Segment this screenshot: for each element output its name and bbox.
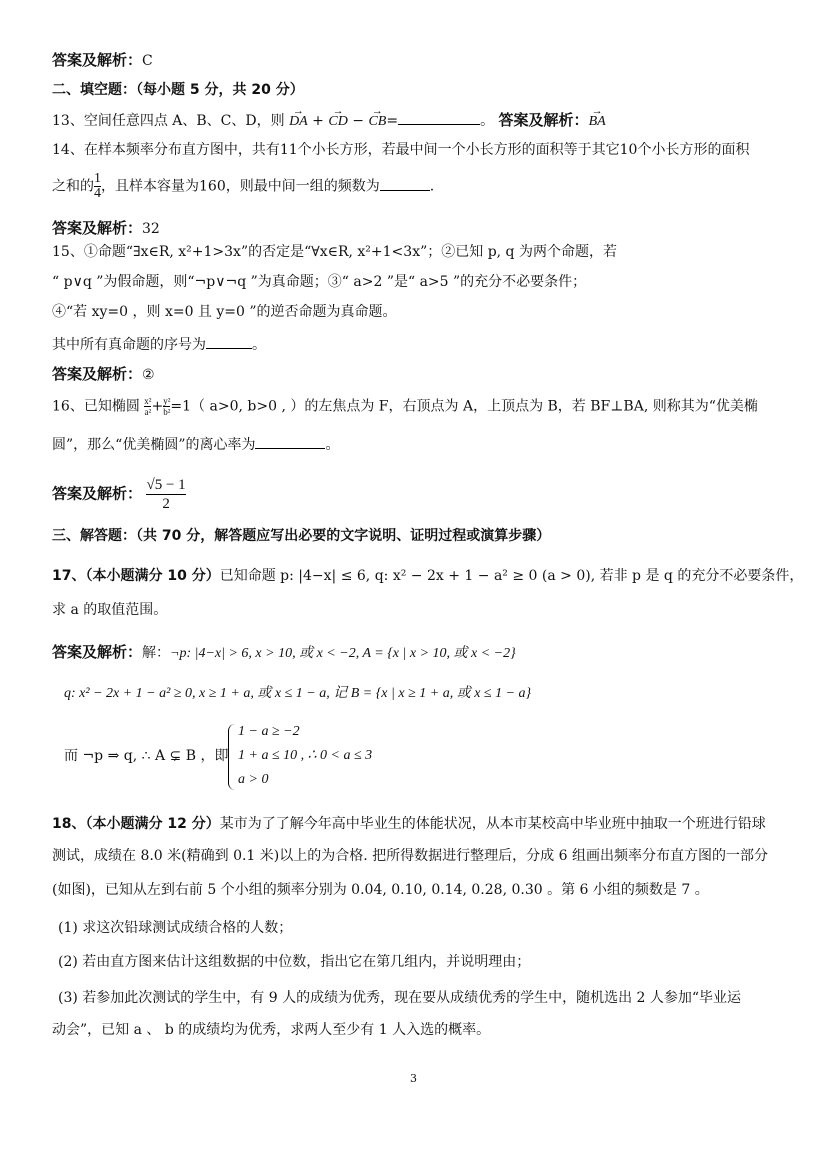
q18-sub1: (1) 求这次铅球测试成绩合格的人数； (58, 920, 293, 936)
q14-answer-line (52, 218, 160, 239)
q16-answer-line (52, 476, 186, 513)
q16-answer-num: √5 − 1 (146, 477, 186, 493)
q14-text-b: ，且样本容量为160，则最中间一组的频数为 (101, 178, 380, 195)
answer-label: 答案及解析： (52, 51, 143, 69)
q17-label: 17、（本小题满分 10 分） (52, 568, 220, 584)
answer-label: 答案及解析： (52, 219, 143, 237)
q17-sol-line1 (52, 642, 516, 664)
answer-label: 答案及解析： (52, 643, 143, 661)
q14-line2: 之和的 $\frac{1}{4}$ ，且样本容量为160，则最中间一组的频数为 . (52, 171, 435, 201)
q17-text: 已知命题 p: |4−x| ≤ 6, q: x² − 2x + 1 − a² ≥ 0 (a > 0), 若非 p 是 q 的充分不必要条件， (219, 568, 804, 584)
q18-line1 (52, 814, 766, 834)
q17-line1 (52, 566, 803, 586)
system-row3: a > 0 (238, 772, 269, 787)
q16-answer-den: 2 (162, 496, 170, 512)
q15-line1: 15、①命题“∃x∈R, x²+1>3x”的否定是“∀x∈R, x²+1<3x”；②已知 p, q 为两个命题，若 (52, 244, 617, 260)
q18-line2: 测试，成绩在 8.0 米(精确到 0.1 米)以上的为合格. 把所得数据进行整理后，分成 6 组画出频率分布直方图的一部分 (52, 848, 768, 864)
q14-blank (380, 176, 430, 191)
section3-title: 三、解答题：（共 70 分，解答题应写出必要的文字说明、证明过程或演算步骤） (52, 528, 551, 544)
q15-text: 其中所有真命题的序号为 (52, 337, 206, 353)
q15-line2: “ p∨q ”为假命题，则“¬p∨¬q ”为真命题；③“ a>2 ”是“ a>5 ”的充分不必要条件； (52, 274, 587, 290)
q16-line1: 16、已知椭圆 $\frac{\text{x²}}{\text{a²}}$ + $\frac{\text{y²}}{\text{b²}}$ =1（ a>0, b>0 , ）的左焦点为 F，右顶点为 A，上顶点为 B，若 BF⊥BA, 则称其为“优美椭 (52, 396, 758, 417)
q18-sub3b: 动会”，已知 a 、 b 的成绩均为优秀，求两人至少有 1 人入选的概率。 (52, 1022, 491, 1038)
q12-answer: C (142, 53, 153, 69)
q16-blank (255, 434, 325, 449)
q15-line4: 其中所有真命题的序号为 。 (52, 334, 266, 355)
q16-text-a: 16、已知椭圆 (52, 398, 140, 415)
q14-frac-num: 1 (94, 171, 101, 186)
system-row2: 1 + a ≤ 10 , ∴ 0 < a ≤ 3 (238, 748, 373, 763)
q18-sub2: (2) 若由直方图来估计这组数据的中位数，指出它在第几组内，并说明理由； (58, 954, 531, 970)
q14-text-a: 之和的 (52, 178, 94, 195)
q14-frac-den: 4 (94, 186, 101, 201)
vec-cd: → CD (328, 112, 347, 132)
q16-answer-fraction (146, 476, 185, 513)
vec-cb: → CB (368, 112, 386, 132)
answer-label: 答案及解析： (52, 365, 143, 383)
system-brace (228, 724, 235, 790)
q13-answer: → BA (589, 112, 606, 132)
answer-label: 答案及解析： (52, 484, 143, 503)
answer-label: 答案及解析： (498, 111, 589, 129)
q17-sol-line1-text: ¬p: |4−x| > 6, x > 10, 或 x < −2, A = {x | x > 10, 或 x < −2} (170, 646, 516, 661)
page-number: 3 (410, 1072, 417, 1085)
q17-sol-line3: 而 ¬p ⇒ q, ∴ A ⊊ B ，即 (64, 748, 229, 764)
q13-line: 13、空间任意四点 A、B、C、D，则 → DA + → CD − → CB= 。 答案及解析：→ BA (52, 110, 606, 132)
q15-answer-line (52, 364, 155, 385)
q15-blank (206, 334, 252, 349)
vec-da: → DA (289, 112, 308, 132)
q18-text: 某市为了了解今年高中毕业生的体能状况，从本市某校高中毕业班中抽取一个班进行铅球 (219, 816, 766, 832)
section2-title: 二、填空题：（每小题 5 分，共 20 分） (52, 82, 304, 98)
ellipse-frac-x: $\frac{\text{x²}}{\text{a²}}$ (144, 396, 152, 417)
q12-answer-line (52, 50, 153, 71)
q13-blank (398, 110, 480, 125)
q13-text: 13、空间任意四点 A、B、C、D，则 (52, 113, 285, 129)
q15-answer: ② (142, 367, 155, 383)
q16-text: 圆”，那么“优美椭圆”的离心率为 (52, 437, 256, 453)
q16-line2: 圆”，那么“优美椭圆”的离心率为 。 (52, 434, 339, 455)
q13-eq: = (386, 113, 399, 129)
q18-label: 18、（本小题满分 12 分） (52, 816, 220, 832)
q17-sol-prefix: 解： (142, 645, 171, 661)
q17-sol-line2: q: x² − 2x + 1 − a² ≥ 0, x ≥ 1 + a, 或 x ≤ 1 − a, 记 B = {x | x ≥ 1 + a, 或 x ≤ 1 − a} (64, 686, 532, 701)
ellipse-frac-y: $\frac{\text{y²}}{\text{b²}}$ (163, 396, 171, 417)
q14-fraction (94, 172, 101, 201)
q17-line2: 求 a 的取值范围。 (52, 602, 168, 618)
q14-answer: 32 (142, 221, 160, 237)
q15-line3: ④“若 xy=0 ，则 x=0 且 y=0 ”的逆否命题为真命题。 (52, 304, 397, 320)
q16-text-b: =1（ a>0, b>0 , ）的左焦点为 F，右顶点为 A，上顶点为 B，若 BF⊥BA, 则称其为“优美椭 (170, 398, 758, 415)
system-row1: 1 − a ≥ −2 (238, 724, 300, 739)
q18-line3: (如图)，已知从左到右前 5 个小组的频率分别为 0.04, 0.10, 0.14, 0.28, 0.30 。第 6 小组的频数是 7 。 (52, 882, 709, 898)
q14-line1: 14、在样本频率分布直方图中，共有11个小长方形，若最中间一个小长方形的面积等于其它10个小长方形的面积 (52, 142, 750, 158)
q18-sub3a: (3) 若参加此次测试的学生中，有 9 人的成绩为优秀，现在要从成绩优秀的学生中，随机选出 2 人参加“毕业运 (58, 990, 742, 1006)
